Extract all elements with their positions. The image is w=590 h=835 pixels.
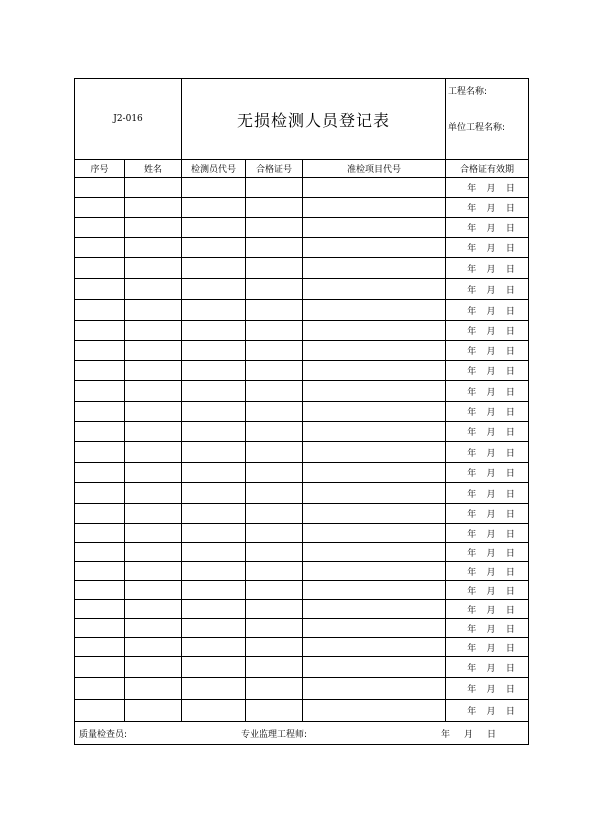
date-part: 月	[486, 529, 496, 540]
validity-date-cell[interactable]	[446, 657, 529, 678]
table-cell[interactable]	[125, 524, 182, 543]
table-cell[interactable]	[303, 463, 446, 483]
date-part: 月	[486, 707, 496, 717]
date-part: 年	[467, 285, 477, 296]
date-part: 日	[505, 448, 515, 459]
table-cell[interactable]	[75, 279, 125, 300]
table-row	[75, 638, 529, 657]
date-part: 日	[505, 387, 515, 398]
footer-cell	[75, 722, 529, 745]
table-row	[75, 700, 529, 722]
table-cell[interactable]	[246, 657, 303, 678]
date-part: 月	[486, 685, 496, 695]
table-row	[75, 543, 529, 562]
table-cell[interactable]	[182, 178, 246, 198]
table-row	[75, 422, 529, 442]
table-cell[interactable]	[75, 341, 125, 361]
date-part: 年	[467, 489, 477, 500]
table-row	[75, 198, 529, 218]
date-part: 日	[505, 548, 515, 559]
table-cell[interactable]	[246, 238, 303, 258]
project-name-label: 工程名称:	[448, 87, 488, 97]
date-part: 年	[467, 204, 477, 214]
date-part: 年	[467, 624, 477, 635]
table-cell[interactable]	[75, 619, 125, 638]
validity-date-cell[interactable]	[446, 442, 529, 463]
table-cell[interactable]	[125, 581, 182, 600]
table-cell[interactable]	[246, 442, 303, 463]
date-part: 月	[486, 224, 496, 234]
validity-date-cell[interactable]	[446, 581, 529, 600]
date-part: 日	[505, 306, 515, 317]
col-header-inspector-code: 检测员代号	[182, 160, 246, 178]
table-cell[interactable]	[246, 300, 303, 321]
date-part: 月	[486, 367, 496, 377]
table-cell[interactable]	[75, 381, 125, 402]
table-cell[interactable]	[125, 198, 182, 218]
table-cell[interactable]	[75, 504, 125, 524]
table-cell[interactable]	[303, 600, 446, 619]
table-cell[interactable]	[125, 543, 182, 562]
date-part: 年	[467, 347, 477, 357]
form-title-cell	[182, 79, 446, 160]
validity-date-cell[interactable]	[446, 258, 529, 279]
table-cell[interactable]	[182, 198, 246, 218]
registration-form	[74, 78, 528, 745]
date-part: 日	[505, 184, 515, 194]
table-row	[75, 463, 529, 483]
date-part: 年	[467, 567, 477, 578]
table-row	[75, 657, 529, 678]
table-cell[interactable]	[125, 402, 182, 422]
table-row	[75, 619, 529, 638]
validity-date-cell[interactable]	[446, 402, 529, 422]
table-cell[interactable]	[246, 381, 303, 402]
table-cell[interactable]	[75, 238, 125, 258]
table-cell[interactable]	[303, 178, 446, 198]
table-cell[interactable]	[75, 600, 125, 619]
date-part: 月	[486, 605, 496, 616]
table-cell[interactable]	[246, 638, 303, 657]
date-part: 月	[486, 327, 496, 337]
table-cell[interactable]	[303, 657, 446, 678]
date-part: 年	[467, 408, 477, 418]
validity-date-cell[interactable]	[446, 463, 529, 483]
date-part: 月	[486, 184, 496, 194]
footer-date-month: 月	[464, 729, 474, 740]
validity-date-cell[interactable]	[446, 678, 529, 700]
table-cell[interactable]	[182, 442, 246, 463]
table-cell[interactable]	[125, 619, 182, 638]
validity-date-cell[interactable]	[446, 279, 529, 300]
validity-date-cell[interactable]	[446, 619, 529, 638]
table-cell[interactable]	[75, 657, 125, 678]
date-part: 月	[486, 548, 496, 559]
table-cell[interactable]	[75, 218, 125, 238]
validity-date-cell[interactable]	[446, 543, 529, 562]
date-part: 年	[467, 387, 477, 398]
table-cell[interactable]	[75, 178, 125, 198]
col-header-index: 序号	[75, 160, 125, 178]
table-cell[interactable]	[182, 619, 246, 638]
table-cell[interactable]	[303, 300, 446, 321]
table-cell[interactable]	[182, 600, 246, 619]
table-cell[interactable]	[182, 341, 246, 361]
table-cell[interactable]	[125, 279, 182, 300]
table-row	[75, 258, 529, 279]
table-row	[75, 483, 529, 504]
validity-date-cell[interactable]	[446, 198, 529, 218]
column-header-row	[75, 160, 529, 178]
table-cell[interactable]	[246, 600, 303, 619]
table-cell[interactable]	[246, 258, 303, 279]
date-part: 日	[505, 285, 515, 296]
date-part: 月	[486, 428, 496, 438]
date-part: 日	[505, 586, 515, 597]
table-cell[interactable]	[303, 258, 446, 279]
date-part: 年	[467, 707, 477, 717]
date-part: 年	[467, 224, 477, 234]
table-cell[interactable]	[182, 258, 246, 279]
table-row	[75, 504, 529, 524]
table-cell[interactable]	[303, 218, 446, 238]
footer-date-year: 年	[441, 729, 451, 740]
table-cell[interactable]	[182, 543, 246, 562]
table-cell[interactable]	[182, 238, 246, 258]
form-table	[74, 78, 529, 745]
table-cell[interactable]	[75, 463, 125, 483]
table-cell[interactable]	[246, 463, 303, 483]
table-cell[interactable]	[182, 678, 246, 700]
table-cell[interactable]	[75, 198, 125, 218]
validity-date-cell[interactable]	[446, 381, 529, 402]
table-cell[interactable]	[303, 562, 446, 581]
date-part: 年	[467, 663, 477, 674]
table-cell[interactable]	[75, 442, 125, 463]
col-header-cert-no: 合格证号	[246, 160, 303, 178]
table-cell[interactable]	[75, 581, 125, 600]
table-cell[interactable]	[182, 300, 246, 321]
table-cell[interactable]	[125, 178, 182, 198]
table-cell[interactable]	[125, 483, 182, 504]
table-cell[interactable]	[182, 463, 246, 483]
date-part: 月	[486, 347, 496, 357]
date-part: 日	[505, 605, 515, 616]
table-cell[interactable]	[246, 321, 303, 341]
form-code-cell	[75, 79, 182, 160]
table-cell[interactable]	[303, 581, 446, 600]
footer-row	[75, 722, 529, 745]
engineer-label: 专业监理工程师:	[241, 729, 308, 740]
validity-date-cell[interactable]	[446, 524, 529, 543]
table-cell[interactable]	[303, 422, 446, 442]
table-cell[interactable]	[246, 678, 303, 700]
date-part: 日	[505, 428, 515, 438]
table-cell[interactable]	[182, 279, 246, 300]
table-cell[interactable]	[125, 600, 182, 619]
date-part: 日	[505, 408, 515, 418]
table-cell[interactable]	[125, 218, 182, 238]
table-cell[interactable]	[303, 198, 446, 218]
date-part: 月	[486, 204, 496, 214]
date-part: 年	[467, 586, 477, 597]
table-cell[interactable]	[182, 638, 246, 657]
table-row	[75, 238, 529, 258]
table-cell[interactable]	[303, 504, 446, 524]
table-cell[interactable]	[182, 657, 246, 678]
date-part: 日	[505, 469, 515, 479]
validity-date-cell[interactable]	[446, 178, 529, 198]
table-cell[interactable]	[246, 581, 303, 600]
table-cell[interactable]	[125, 657, 182, 678]
date-part: 年	[467, 685, 477, 695]
table-cell[interactable]	[303, 381, 446, 402]
table-cell[interactable]	[125, 562, 182, 581]
table-cell[interactable]	[246, 402, 303, 422]
table-row	[75, 442, 529, 463]
table-cell[interactable]	[75, 361, 125, 381]
table-cell[interactable]	[303, 619, 446, 638]
table-row	[75, 524, 529, 543]
unit-project-label: 单位工程名称:	[448, 123, 506, 133]
table-cell[interactable]	[125, 463, 182, 483]
table-cell[interactable]	[75, 700, 125, 722]
date-part: 月	[486, 306, 496, 317]
table-cell[interactable]	[75, 321, 125, 341]
date-part: 年	[467, 548, 477, 559]
date-part: 年	[467, 529, 477, 540]
table-row	[75, 218, 529, 238]
table-row	[75, 321, 529, 341]
table-cell[interactable]	[182, 562, 246, 581]
form-title: 无损检测人员登记表	[237, 110, 391, 130]
date-part: 年	[467, 327, 477, 337]
date-part: 日	[505, 510, 515, 520]
date-part: 月	[486, 387, 496, 398]
footer-date	[441, 727, 496, 740]
date-part: 日	[505, 244, 515, 254]
table-row	[75, 381, 529, 402]
table-cell[interactable]	[303, 279, 446, 300]
date-part: 日	[505, 529, 515, 540]
date-part: 年	[467, 448, 477, 459]
table-cell[interactable]	[246, 341, 303, 361]
date-part: 年	[467, 264, 477, 275]
table-cell[interactable]	[182, 402, 246, 422]
table-row	[75, 361, 529, 381]
validity-date-cell[interactable]	[446, 341, 529, 361]
date-part: 月	[486, 663, 496, 674]
table-cell[interactable]	[75, 422, 125, 442]
table-cell[interactable]	[246, 619, 303, 638]
validity-date-cell[interactable]	[446, 361, 529, 381]
table-cell[interactable]	[303, 442, 446, 463]
table-cell[interactable]	[246, 198, 303, 218]
validity-date-cell[interactable]	[446, 600, 529, 619]
date-part: 月	[486, 264, 496, 275]
table-row	[75, 279, 529, 300]
table-cell[interactable]	[182, 361, 246, 381]
table-cell[interactable]	[125, 678, 182, 700]
project-info-cell	[446, 79, 529, 160]
table-cell[interactable]	[182, 504, 246, 524]
date-part: 年	[467, 469, 477, 479]
table-cell[interactable]	[303, 678, 446, 700]
col-header-item-code: 准检项目代号	[303, 160, 446, 178]
date-part: 月	[486, 624, 496, 635]
date-part: 月	[486, 586, 496, 597]
table-row	[75, 300, 529, 321]
table-cell[interactable]	[75, 678, 125, 700]
table-cell[interactable]	[246, 178, 303, 198]
table-cell[interactable]	[125, 442, 182, 463]
date-part: 日	[505, 663, 515, 674]
date-part: 年	[467, 428, 477, 438]
validity-date-cell[interactable]	[446, 504, 529, 524]
date-part: 年	[467, 184, 477, 194]
table-cell[interactable]	[303, 483, 446, 504]
table-cell[interactable]	[303, 700, 446, 722]
table-row	[75, 402, 529, 422]
header-row	[75, 79, 529, 160]
date-part: 年	[467, 605, 477, 616]
table-cell[interactable]	[246, 562, 303, 581]
table-cell[interactable]	[75, 524, 125, 543]
table-cell[interactable]	[182, 422, 246, 442]
validity-date-cell[interactable]	[446, 562, 529, 581]
date-part: 日	[505, 707, 515, 717]
date-part: 月	[486, 643, 496, 654]
table-row	[75, 341, 529, 361]
table-cell[interactable]	[125, 422, 182, 442]
table-cell[interactable]	[182, 524, 246, 543]
date-part: 月	[486, 567, 496, 578]
date-part: 日	[505, 643, 515, 654]
table-cell[interactable]	[246, 543, 303, 562]
table-cell[interactable]	[75, 543, 125, 562]
inspector-label: 质量检查员:	[79, 729, 128, 740]
table-cell[interactable]	[303, 402, 446, 422]
table-cell[interactable]	[246, 218, 303, 238]
table-cell[interactable]	[125, 341, 182, 361]
date-part: 年	[467, 306, 477, 317]
table-cell[interactable]	[75, 402, 125, 422]
validity-date-cell[interactable]	[446, 300, 529, 321]
table-row	[75, 562, 529, 581]
table-row	[75, 581, 529, 600]
table-cell[interactable]	[303, 361, 446, 381]
validity-date-cell[interactable]	[446, 483, 529, 504]
table-cell[interactable]	[182, 321, 246, 341]
col-header-cert-validity: 合格证有效期	[446, 160, 529, 178]
validity-date-cell[interactable]	[446, 238, 529, 258]
table-cell[interactable]	[125, 321, 182, 341]
table-cell[interactable]	[246, 700, 303, 722]
table-cell[interactable]	[125, 238, 182, 258]
table-cell[interactable]	[246, 422, 303, 442]
table-cell[interactable]	[182, 483, 246, 504]
date-part: 日	[505, 347, 515, 357]
table-cell[interactable]	[182, 700, 246, 722]
table-row	[75, 600, 529, 619]
table-row	[75, 678, 529, 700]
date-part: 月	[486, 244, 496, 254]
col-header-name: 姓名	[125, 160, 182, 178]
table-cell[interactable]	[246, 524, 303, 543]
table-cell[interactable]	[246, 504, 303, 524]
date-part: 日	[505, 264, 515, 275]
table-cell[interactable]	[75, 638, 125, 657]
table-cell[interactable]	[303, 543, 446, 562]
date-part: 日	[505, 624, 515, 635]
table-cell[interactable]	[75, 300, 125, 321]
date-part: 日	[505, 567, 515, 578]
data-rows	[75, 178, 529, 722]
table-cell[interactable]	[75, 562, 125, 581]
date-part: 日	[505, 685, 515, 695]
date-part: 年	[467, 244, 477, 254]
table-cell[interactable]	[75, 483, 125, 504]
form-code: J2-016	[113, 114, 143, 124]
table-cell[interactable]	[246, 483, 303, 504]
table-cell[interactable]	[182, 381, 246, 402]
date-part: 日	[505, 224, 515, 234]
table-cell[interactable]	[303, 638, 446, 657]
validity-date-cell[interactable]	[446, 638, 529, 657]
table-cell[interactable]	[246, 361, 303, 381]
table-cell[interactable]	[303, 341, 446, 361]
date-part: 月	[486, 510, 496, 520]
validity-date-cell[interactable]	[446, 422, 529, 442]
table-cell[interactable]	[125, 638, 182, 657]
date-part: 日	[505, 327, 515, 337]
table-cell[interactable]	[182, 581, 246, 600]
table-cell[interactable]	[303, 238, 446, 258]
date-part: 月	[486, 285, 496, 296]
date-part: 月	[486, 489, 496, 500]
date-part: 年	[467, 643, 477, 654]
table-cell[interactable]	[182, 218, 246, 238]
date-part: 年	[467, 510, 477, 520]
table-cell[interactable]	[303, 321, 446, 341]
validity-date-cell[interactable]	[446, 321, 529, 341]
date-part: 月	[486, 469, 496, 479]
footer-date-day: 日	[487, 729, 497, 740]
table-cell[interactable]	[125, 504, 182, 524]
table-row	[75, 178, 529, 198]
validity-date-cell[interactable]	[446, 700, 529, 722]
table-cell[interactable]	[125, 381, 182, 402]
validity-date-cell[interactable]	[446, 218, 529, 238]
date-part: 年	[467, 367, 477, 377]
table-cell[interactable]	[303, 524, 446, 543]
table-cell[interactable]	[125, 300, 182, 321]
date-part: 月	[486, 408, 496, 418]
date-part: 日	[505, 489, 515, 500]
date-part: 日	[505, 367, 515, 377]
table-cell[interactable]	[125, 700, 182, 722]
table-cell[interactable]	[75, 258, 125, 279]
table-cell[interactable]	[125, 361, 182, 381]
table-cell[interactable]	[125, 258, 182, 279]
table-cell[interactable]	[246, 279, 303, 300]
date-part: 日	[505, 204, 515, 214]
date-part: 月	[486, 448, 496, 459]
